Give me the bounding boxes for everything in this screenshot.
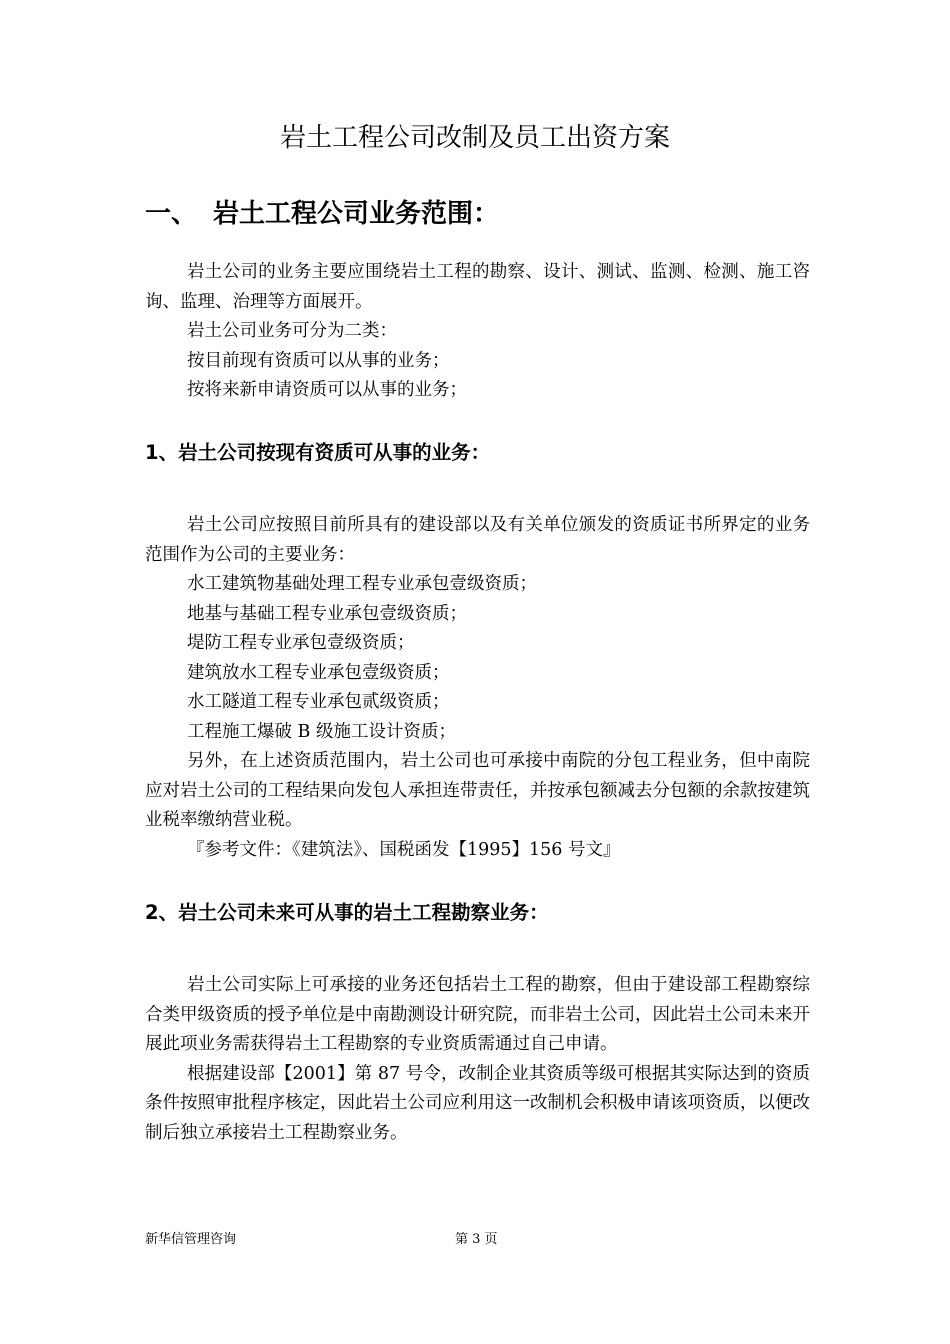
section-1-heading (145, 192, 499, 236)
paragraph: 岩土公司业务可分为二类： (187, 321, 397, 341)
paragraph: 岩土公司的业务主要应围绕岩土工程的勘察、设计、测试、监测、检测、施工咨询、监理、治理等方面展开。 (145, 262, 810, 312)
paragraph: 按目前现有资质可以从事的业务； (187, 350, 450, 371)
paragraph: 根据建设部【2001】第 87 号令，改制企业其资质等级可根据其实际达到的资质条件按照审批程序核定，因此岩土公司应利用这一改制机会积极申请该项资质，以便改制后独立承接岩土工程勘察业务。 (145, 1063, 810, 1143)
paragraph: 岩土公司应按照目前所具有的建设部以及有关单位颁发的资质证书所界定的业务范围作为公司的主要业务： (145, 515, 810, 565)
list-item: 水工隧道工程专业承包贰级资质； (187, 692, 450, 712)
document-title: 岩土工程公司改制及员工出资方案 (279, 123, 670, 153)
section-1-body (145, 258, 810, 406)
subsection-2-body (145, 971, 810, 1148)
subsection-1-heading: 1、岩土公司按现有资质可从事的业务： (145, 441, 491, 464)
list-item: 堤防工程专业承包壹级资质； (187, 633, 415, 653)
section-1-title: 岩土工程公司业务范围： (213, 199, 500, 229)
reference-note: 『参考文件：《建筑法》、国税函发【1995】156 号文』 (187, 839, 621, 860)
list-item: 水工建筑物基础处理工程专业承包壹级资质； (187, 574, 537, 594)
list-item: 地基与基础工程专业承包壹级资质； (187, 603, 467, 624)
footer-page-number: 第 3 页 (455, 1232, 498, 1247)
paragraph: 另外，在上述资质范围内，岩土公司也可承接中南院的分包工程业务，但中南院应对岩土公司的工程结果向发包人承担连带责任，并按承包额减去分包额的余款按建筑业税率缴纳营业税。 (145, 751, 810, 830)
list-item: 建筑放水工程专业承包壹级资质； (187, 662, 450, 683)
footer-company: 新华信管理咨询 (145, 1232, 237, 1247)
list-item: 工程施工爆破 B 级施工设计资质； (187, 721, 456, 742)
paragraph: 按将来新申请资质可以从事的业务； (187, 380, 467, 400)
subsection-2-heading: 2、岩土公司未来可从事的岩土工程勘察业务： (145, 901, 549, 924)
paragraph: 岩土公司实际上可承接的业务还包括岩土工程的勘察，但由于建设部工程勘察综合类甲级资质的授予单位是中南勘测设计研究院，而非岩土公司，因此岩土公司未来开展此项业务需获得岩土工程勘察的专业资质需通过自己申请。 (145, 975, 810, 1054)
section-1-number: 一、 (145, 199, 198, 229)
subsection-1-body (145, 511, 810, 865)
